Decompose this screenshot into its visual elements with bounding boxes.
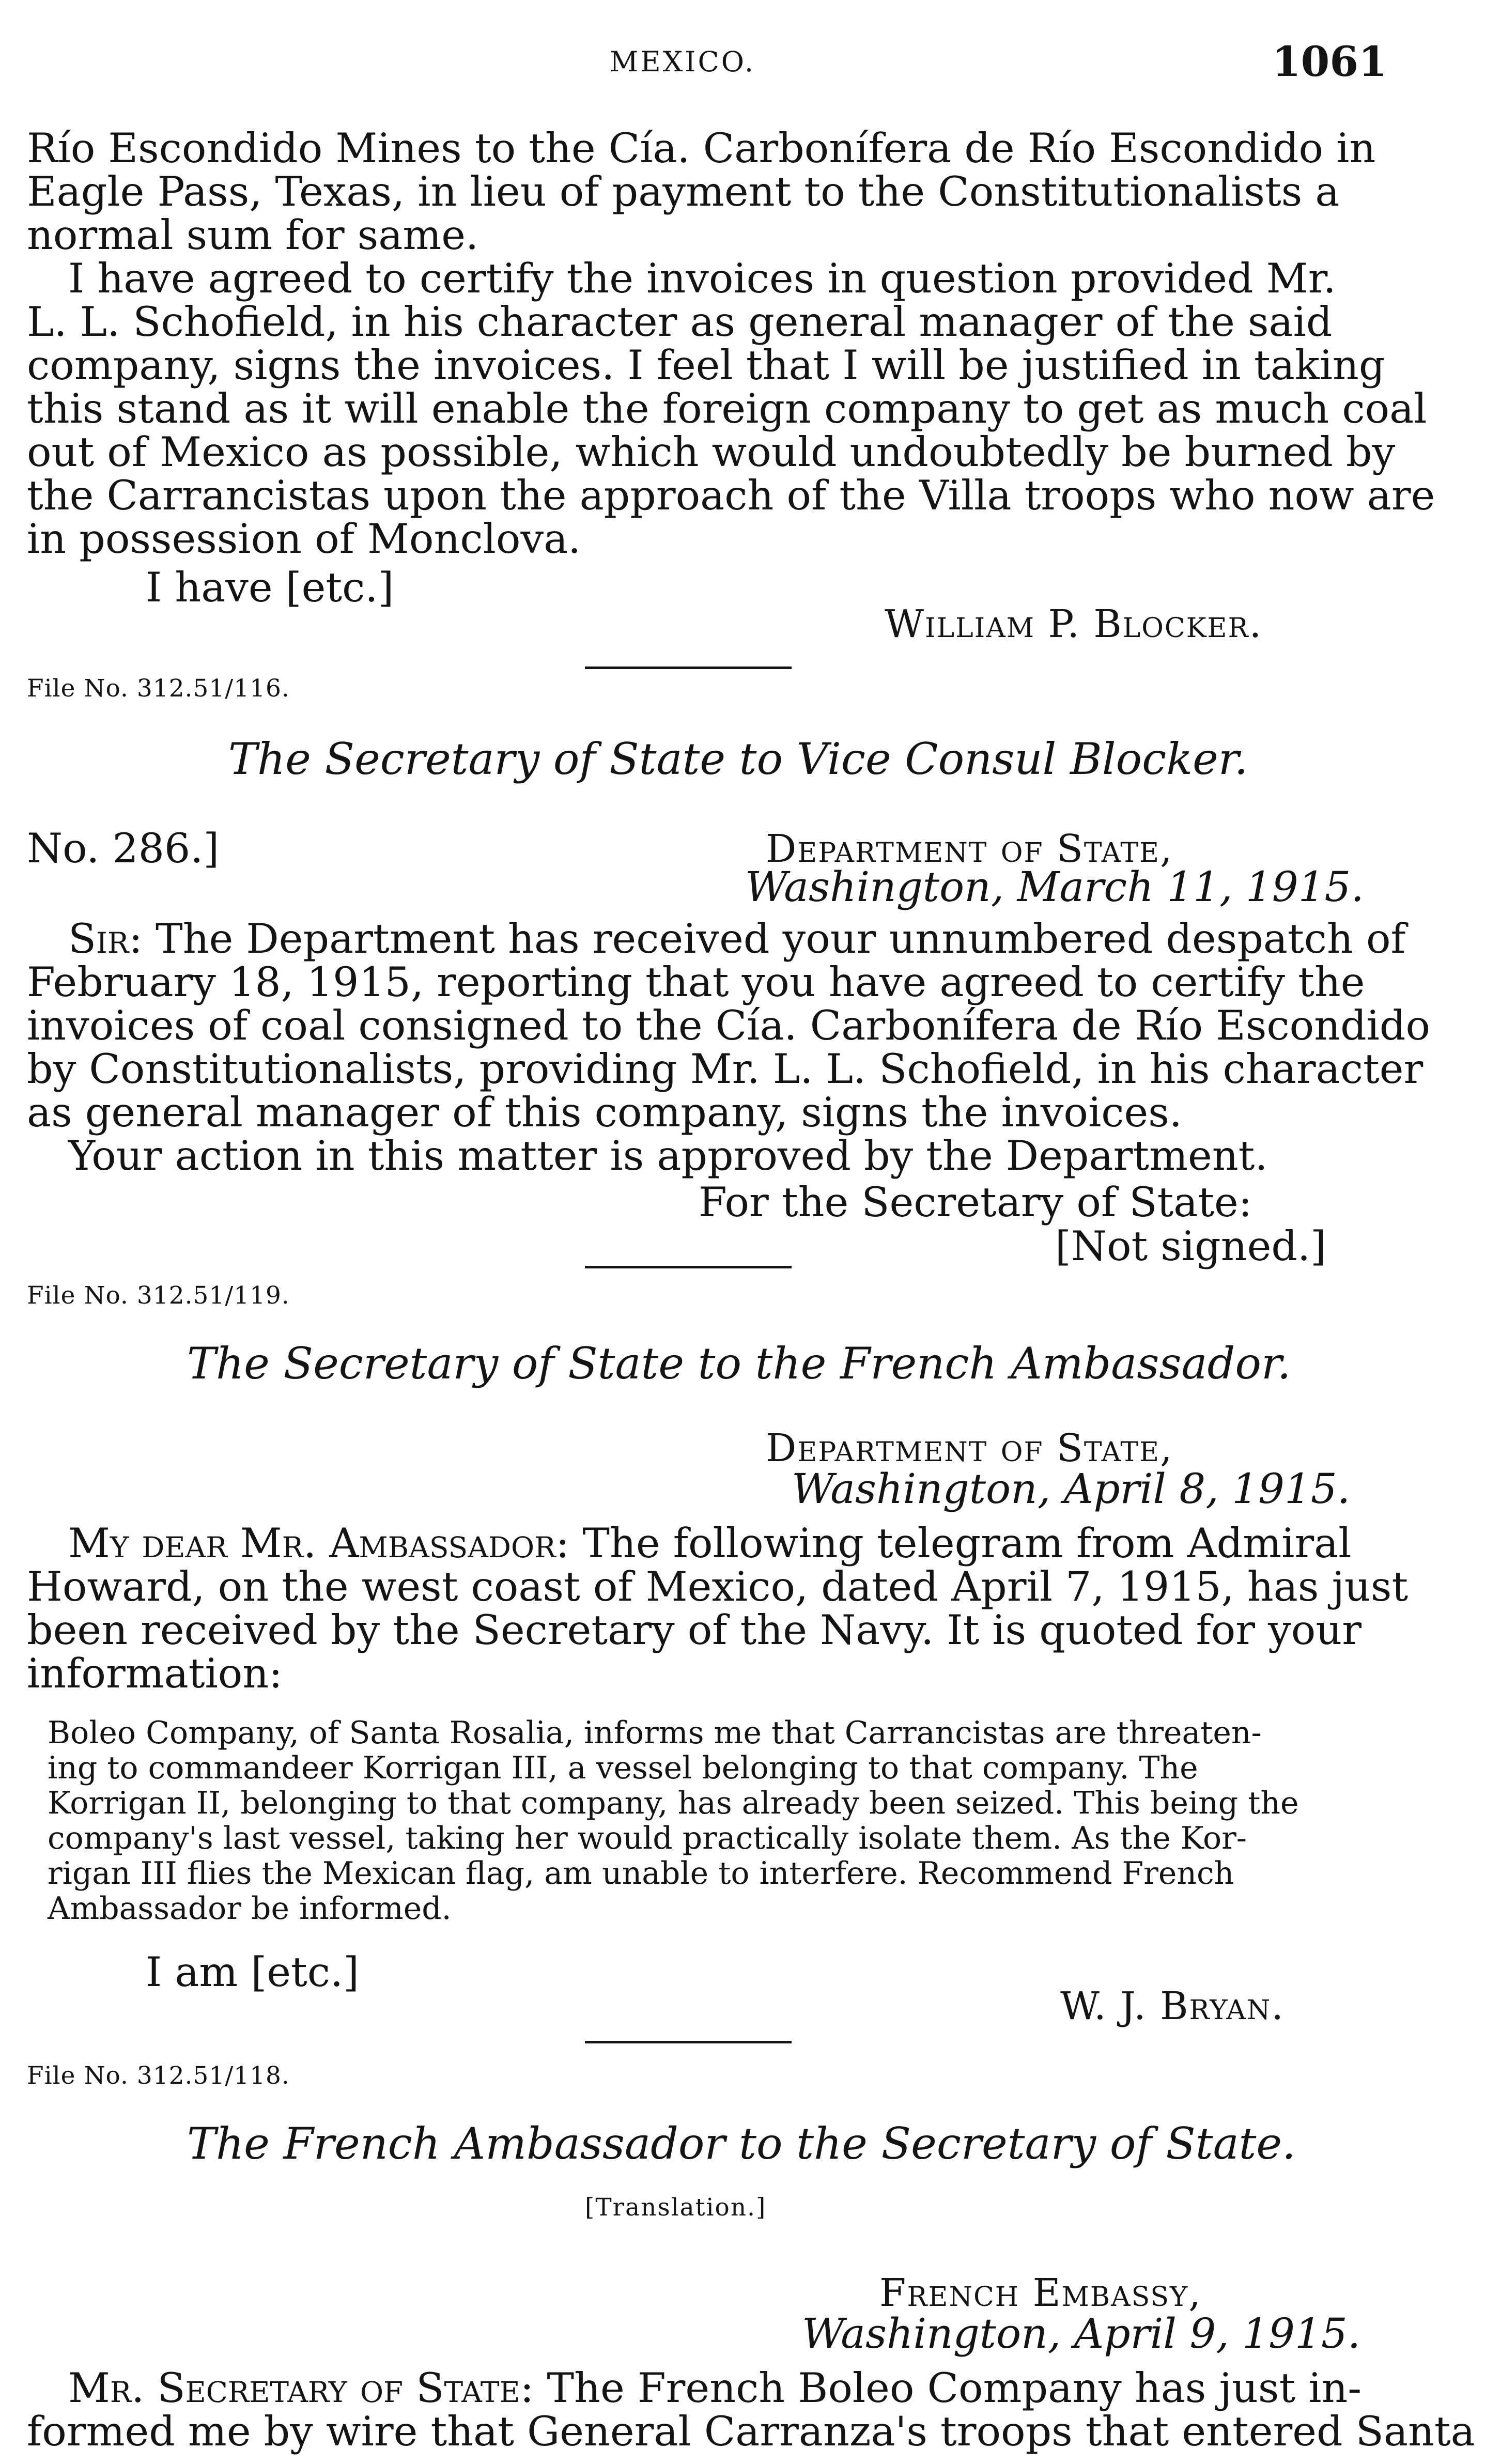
text-line: Río Escondido Mines to the Cía. Carbonífera de Río Escondido in [27,125,1376,172]
document-heading: The Secretary of State to the French Ambassador. [187,1338,1291,1389]
text-line: the Carrancistas upon the approach of the Villa troops who now are [27,472,1435,519]
text-line: company, signs the invoices. I feel that I will be justified in taking [27,342,1385,389]
file-number: File No. 312.51/118. [27,2062,290,2090]
quote-line: ing to commandeer Korrigan III, a vessel belonging to that company. The [48,1750,1198,1786]
closing-line: I have [etc.] [146,564,394,611]
text-line: as general manager of this company, signs the invoices. [27,1089,1182,1136]
text-line: in possession of Monclova. [27,515,581,563]
page-number: 1061 [1272,37,1387,86]
text-line: Your action in this matter is approved by the Department. [68,1132,1268,1180]
quoted-telegram [48,1715,1370,1926]
text-line: formed me by wire that General Carranza's troops that entered Santa [27,2408,1475,2455]
closing-line: I am [etc.] [146,1948,359,1996]
translation-note: [Translation.] [585,2193,767,2222]
text-line: normal sum for same. [27,211,479,259]
text-line: this stand as it will enable the foreign company to get as much coal [27,385,1427,432]
dateline: Washington, April 9, 1915. [802,2310,1361,2358]
department-line: Department of State, [766,1426,1173,1470]
document-heading: The Secretary of State to Vice Consul Blocker. [228,734,1248,784]
salutation: Mr. Secretary of State: [68,2364,534,2412]
dateline: Washington, March 11, 1915. [745,863,1364,911]
despatch-number: No. 286.] [27,825,220,872]
document-heading: The French Ambassador to the Secretary of State. [187,2118,1296,2169]
text-line: invoices of coal consigned to the Cía. Carbonífera de Río Escondido [27,1002,1431,1049]
letter-body [27,2364,1475,2455]
text-line: February 18, 1915, reporting that you have agreed to certify the [27,958,1365,1006]
separator-rule [585,2041,792,2043]
signature-bryan: W. J. Bryan. [1060,1984,1285,2028]
quote-line: Korrigan II, belonging to that company, has already been seized. This being the [48,1785,1299,1821]
salutation: My dear Mr. Ambassador: [68,1520,570,1567]
separator-rule [585,667,792,669]
text-line: The Department has received your unnumbered despatch of [156,915,1406,963]
for-secretary-line: For the Secretary of State: [699,1179,1252,1226]
quote-line: rigan III flies the Mexican flag, am unable to interfere. Recommend French [48,1855,1234,1892]
letter-body [27,915,1431,1180]
text-line: Howard, on the west coast of Mexico, dated April 7, 1915, has just [27,1563,1409,1610]
dateline: Washington, April 8, 1915. [792,1465,1351,1513]
file-number: File No. 312.51/119. [27,1281,290,1310]
letter-body [27,1520,1409,1697]
quote-line: company's last vessel, taking her would practically isolate them. As the Kor- [48,1820,1247,1856]
quote-line: Ambassador be informed. [48,1890,452,1927]
text-line: I have agreed to certify the invoices in question provided Mr. [68,255,1336,302]
document-page [27,0,1475,2464]
embassy-line: French Embassy, [879,2271,1202,2315]
text-line: The French Boleo Company has just in- [547,2364,1362,2412]
text-line: been received by the Secretary of the Navy. It is quoted for your [27,1606,1362,1654]
separator-rule [585,1266,792,1268]
quote-line: Boleo Company, of Santa Rosalia, informs me that Carrancistas are threaten- [48,1715,1262,1751]
text-line: information: [27,1650,283,1697]
text-line: L. L. Schofield, in his character as general manager of the said [27,298,1333,346]
file-number: File No. 312.51/116. [27,674,290,703]
salutation: Sir: [68,915,143,963]
department-line: Department of State, [766,827,1173,871]
text-line: out of Mexico as possible, which would undoubtedly be burned by [27,428,1396,476]
text-line: Eagle Pass, Texas, in lieu of payment to the Constitutionalists a [27,168,1340,215]
text-line: The following telegram from Admiral [582,1520,1352,1567]
signature-blocker: William P. Blocker. [885,602,1263,646]
continued-letter-text [27,125,1435,563]
running-header-title: MEXICO. [610,45,756,78]
not-signed-note: [Not signed.] [1055,1222,1326,1270]
text-line: by Constitutionalists, providing Mr. L. L. Schofield, in his character [27,1045,1423,1093]
